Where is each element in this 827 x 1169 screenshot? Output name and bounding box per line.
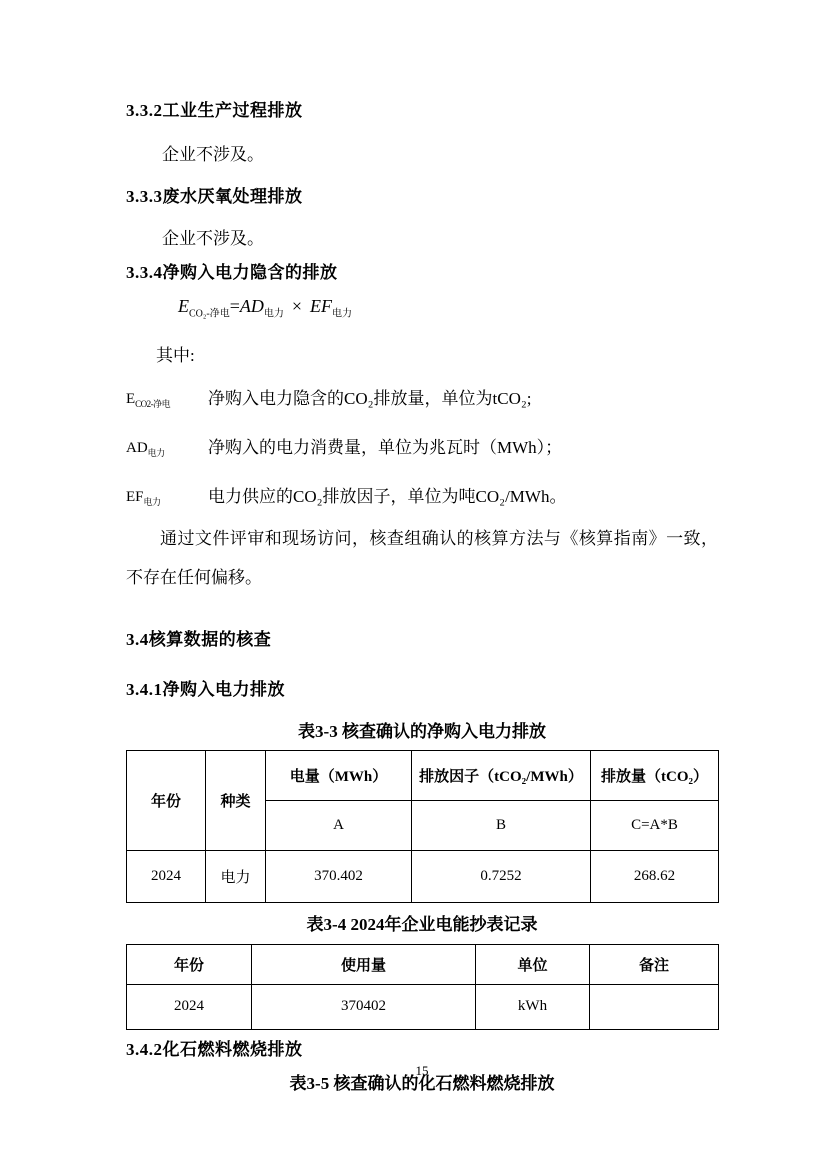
- table-3-3-header-row-1: [127, 750, 719, 800]
- table-3-3-net-electricity-emissions: [126, 750, 719, 903]
- table-3-3-col-c: C=A*B: [591, 800, 719, 850]
- table-3-4-header-row: [127, 944, 719, 984]
- emission-formula: [126, 292, 718, 329]
- verification-paragraph: 通过文件评审和现场访问，核查组确认的核算方法与《核算指南》一致，不存在任何偏移。: [126, 528, 718, 587]
- section-heading-3-4-2: 3.4.2化石燃料燃烧排放: [126, 1039, 303, 1059]
- definition-term-ad: $AD_{电力}$: [126, 439, 165, 458]
- formula-ad: AD: [239, 296, 264, 316]
- table-3-4-usage-cell: 370402: [252, 984, 476, 1029]
- formula-lhs-subscript: CO₂-净电: [189, 308, 230, 320]
- section-body-3-3-3: 企业不涉及。: [162, 229, 264, 248]
- table-3-3-emission-cell: 268.62: [591, 850, 719, 902]
- table-3-4-col-year: 年份: [127, 944, 252, 984]
- section-heading-3-3-2: 3.3.2工业生产过程排放: [126, 101, 303, 120]
- table-3-4-meter-reading-record: [126, 944, 719, 1030]
- formula-ef-subscript: 电力: [332, 308, 353, 320]
- table-3-4-remark-cell: [590, 984, 719, 1029]
- formula-ef: EF: [310, 296, 333, 316]
- section-heading-3-3-3: 3.3.3废水厌氧处理排放: [126, 187, 303, 206]
- page-number: 15: [415, 1063, 429, 1078]
- table-3-3-col-a: A: [266, 800, 412, 850]
- table-3-3-col-b: B: [412, 800, 591, 850]
- section-heading-3-3-4: 3.3.4净购入电力隐含的排放: [126, 263, 338, 282]
- table-3-3-col-emission: 排放量（tCO₂）: [591, 750, 719, 800]
- table-3-3-data-row: [127, 850, 719, 902]
- definition-term-e: $E_{CO2-净电}$: [126, 390, 171, 409]
- formula-ad-subscript: 电力: [263, 308, 284, 320]
- table-3-4-col-unit: 单位: [476, 944, 590, 984]
- formula-lhs: E: [178, 296, 189, 316]
- table-3-3-caption: 表3-3 核查确认的净购入电力排放: [298, 721, 546, 741]
- table-3-3-type-cell: 电力: [206, 850, 266, 902]
- definition-desc-e: 净购入电力隐含的CO₂排放量，单位为tCO₂;: [208, 388, 532, 408]
- table-3-4-caption: 表3-4 2024年企业电能抄表记录: [306, 914, 538, 934]
- table-3-4-col-remark: 备注: [590, 944, 719, 984]
- table-3-3-factor-cell: 0.7252: [412, 850, 591, 902]
- table-3-3-col-power: 电量（MWh）: [266, 750, 412, 800]
- section-heading-3-4-1: 3.4.1净购入电力排放: [126, 679, 285, 699]
- section-body-3-3-2: 企业不涉及。: [162, 145, 264, 164]
- table-3-4-col-usage: 使用量: [252, 944, 476, 984]
- definition-row-e: [126, 386, 718, 417]
- table-3-3-col-type: 种类: [206, 750, 266, 850]
- table-3-4-year-cell: 2024: [127, 984, 252, 1029]
- table-3-3-col-year: 年份: [127, 750, 206, 850]
- section-heading-3-4: 3.4核算数据的核查: [126, 629, 272, 649]
- definition-row-ef: [126, 484, 718, 515]
- table-3-4-data-row: [127, 984, 719, 1029]
- table-3-5-caption: 表3-5 核查确认的化石燃料燃烧排放: [289, 1073, 555, 1093]
- definition-desc-ef: 电力供应的CO₂排放因子，单位为吨CO₂/MWh。: [208, 486, 567, 506]
- table-3-3-col-factor: 排放因子（tCO₂/MWh）: [412, 750, 591, 800]
- definition-desc-ad: 净购入的电力消费量，单位为兆瓦时（MWh）；: [208, 437, 563, 457]
- table-3-3-year-cell: 2024: [127, 850, 206, 902]
- where-label: 其中:: [156, 345, 195, 365]
- formula-times: ×: [291, 296, 303, 316]
- definition-row-ad: [126, 435, 718, 466]
- table-3-3-power-cell: 370.402: [266, 850, 412, 902]
- formula-equals: =: [229, 296, 240, 316]
- table-3-4-unit-cell: kWh: [476, 984, 590, 1029]
- definition-term-ef: $EF_{电力}$: [126, 488, 161, 507]
